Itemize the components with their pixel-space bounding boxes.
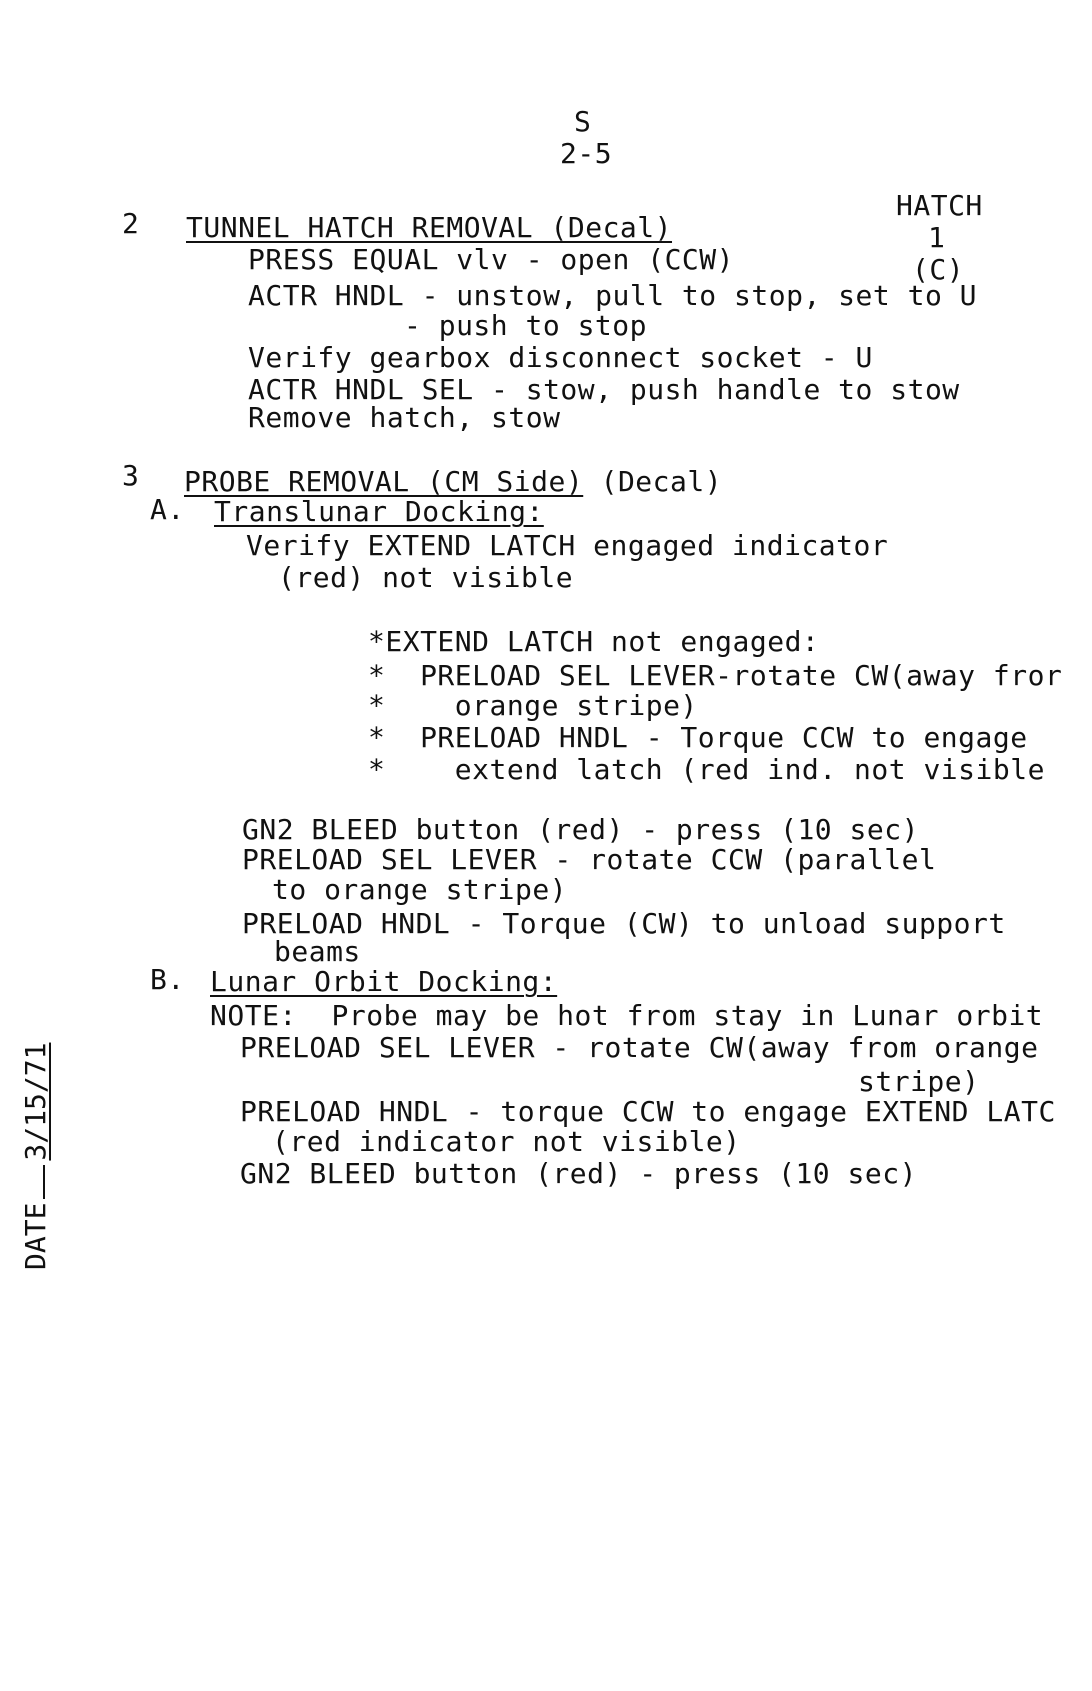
part-b-line: stripe) xyxy=(858,1065,980,1098)
hatch-label: HATCH xyxy=(896,189,983,222)
part-b-note: NOTE: Probe may be hot from stay in Lunar orbit xyxy=(210,999,1044,1032)
part-b-line: PRELOAD SEL LEVER - rotate CW(away from orange xyxy=(240,1031,1039,1064)
part-b-letter: B. xyxy=(150,963,185,996)
step-2-number: 2 xyxy=(122,207,140,240)
contingency-line: * PRELOAD HNDL - Torque CCW to engage xyxy=(368,721,1028,754)
part-b-line: PRELOAD HNDL - torque CCW to engage EXTEND LATC xyxy=(240,1095,1056,1128)
step-3-number: 3 xyxy=(122,459,140,492)
step-2-line: Remove hatch, stow xyxy=(248,401,561,434)
step-2-line: ACTR HNDL SEL - stow, push handle to stow xyxy=(248,373,960,406)
step-2-line: ACTR HNDL - unstow, pull to stop, set to U xyxy=(248,279,978,312)
part-a-step: PRELOAD SEL LEVER - rotate CCW (parallel xyxy=(242,843,937,876)
date-rule xyxy=(43,1165,45,1199)
part-b-line: GN2 BLEED button (red) - press (10 sec) xyxy=(240,1157,917,1190)
contingency-line: *EXTEND LATCH not engaged: xyxy=(368,625,820,658)
part-a-step: beams xyxy=(274,935,361,968)
step-2-line: Verify gearbox disconnect socket - U xyxy=(248,341,873,374)
step-3-title: PROBE REMOVAL (CM Side) xyxy=(184,465,584,498)
part-a-step: PRELOAD HNDL - Torque (CW) to unload support xyxy=(242,907,1006,940)
date-stamp xyxy=(20,1043,52,1270)
part-b-line: (red indicator not visible) xyxy=(272,1125,741,1158)
date-label: DATE xyxy=(19,1202,52,1270)
step-2-title: TUNNEL HATCH REMOVAL (Decal) xyxy=(186,211,673,244)
step-2-line: - push to stop xyxy=(404,309,648,342)
step-2-line: PRESS EQUAL vlv - open (CCW) xyxy=(248,243,735,276)
date-value: 3/15/71 xyxy=(19,1042,52,1161)
hatch-code: (C) xyxy=(912,253,965,286)
part-a-step: to orange stripe) xyxy=(272,873,568,906)
part-a-letter: A. xyxy=(150,493,185,526)
section-label: S xyxy=(574,105,592,138)
part-a-heading: Translunar Docking: xyxy=(214,495,544,528)
page-number: 2-5 xyxy=(560,137,613,170)
contingency-line: * orange stripe) xyxy=(368,689,698,722)
part-a-step: GN2 BLEED button (red) - press (10 sec) xyxy=(242,813,919,846)
part-b-heading: Lunar Orbit Docking: xyxy=(210,965,558,998)
contingency-line: * PRELOAD SEL LEVER-rotate CW(away fror xyxy=(368,659,1063,692)
step-3-title-row xyxy=(184,466,722,498)
part-a-line: Verify EXTEND LATCH engaged indicator xyxy=(246,529,889,562)
part-a-line: (red) not visible xyxy=(278,561,574,594)
hatch-number: 1 xyxy=(928,221,946,254)
step-3-title-suffix: (Decal) xyxy=(600,465,723,498)
contingency-line: * extend latch (red ind. not visible xyxy=(368,753,1045,786)
